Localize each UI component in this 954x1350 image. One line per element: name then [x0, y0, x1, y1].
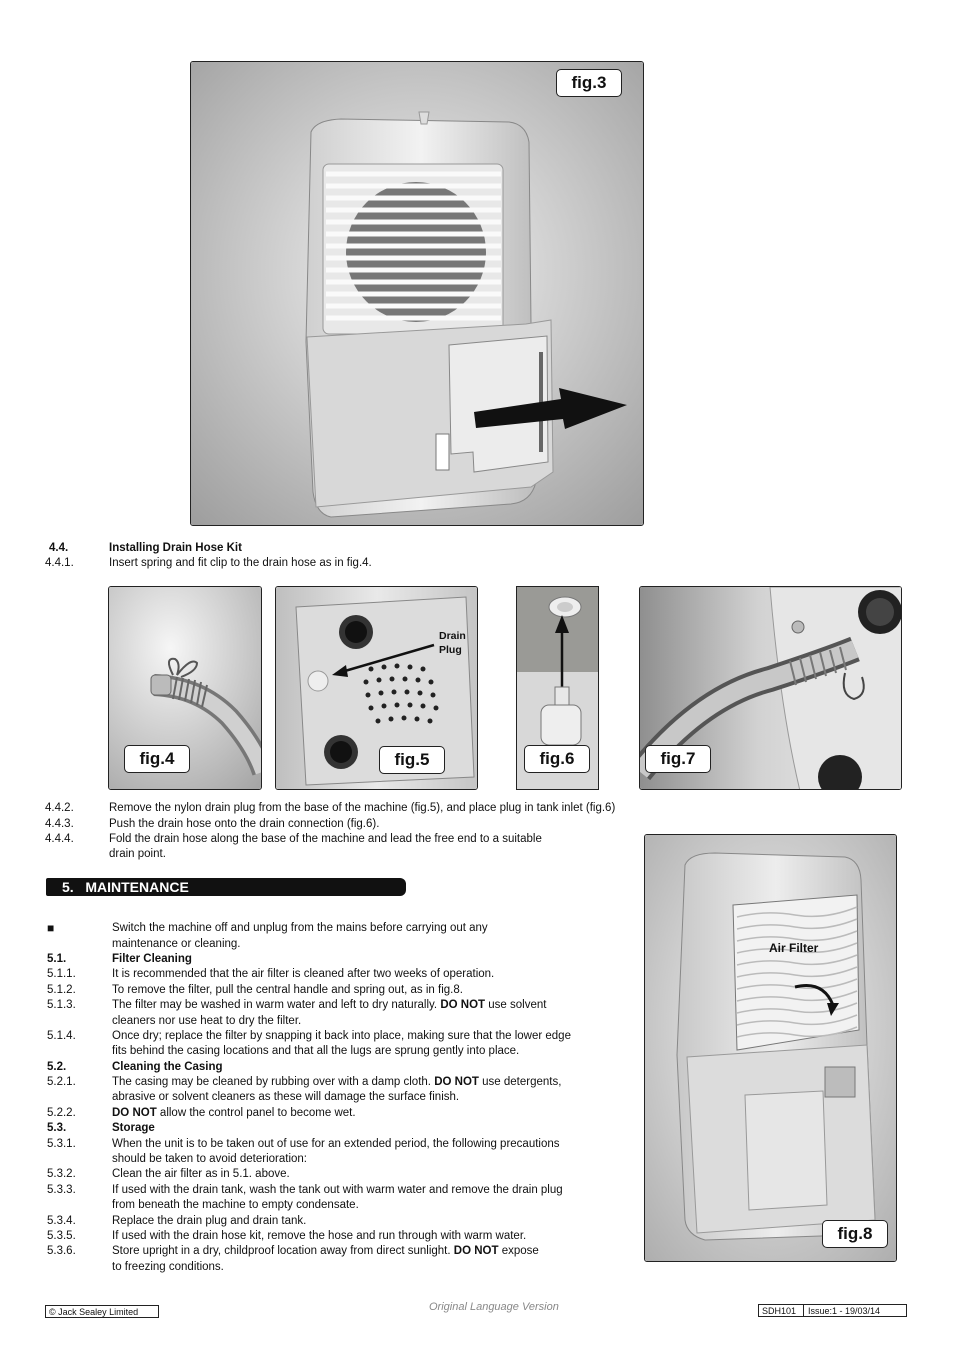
fig3-photo	[190, 61, 644, 526]
item-text	[112, 1244, 539, 1259]
section-number: 5.1.	[47, 953, 67, 965]
item-text-continued: should be taken to avoid deterioration:	[112, 1153, 307, 1165]
item-text: Once dry; replace the filter by snapping it back into place, making sure that the lower edge	[112, 1030, 571, 1042]
section-number: 5.2.	[47, 1061, 67, 1073]
warning-bullet: ■	[47, 921, 55, 935]
section-title: Filter Cleaning	[112, 953, 192, 965]
item-text: If used with the drain hose kit, remove the hose and run through with warm water.	[112, 1230, 527, 1242]
item-text: Replace the drain plug and drain tank.	[112, 1215, 307, 1227]
item-number: 5.1.1.	[47, 968, 76, 980]
item-number: 5.3.1.	[47, 1138, 76, 1150]
item-number: 4.4.1.	[45, 557, 74, 569]
issue-date: Issue:1 - 19/03/14	[808, 1306, 881, 1316]
item-number: 4.4.4.	[45, 833, 74, 845]
fig7-label: fig.7	[645, 745, 711, 773]
item-text-continued: cleaners nor use heat to dry the filter.	[112, 1015, 302, 1027]
section-number: 5.3.	[47, 1122, 67, 1134]
copyright-text: © Jack Sealey Limited	[49, 1307, 139, 1317]
item-text	[112, 998, 546, 1013]
item-text-part: The casing may be cleaned by rubbing over with a damp cloth.	[112, 1076, 435, 1088]
item-text-part: Store upright in a dry, childproof location away from direct sunlight.	[112, 1245, 454, 1257]
item-number: 5.2.2.	[47, 1107, 76, 1119]
item-text-continued: to freezing conditions.	[112, 1261, 224, 1273]
fig5-photo	[275, 586, 478, 790]
item-text-part: use solvent	[485, 999, 547, 1011]
item-text-part: The filter may be washed in warm water and left to dry naturally.	[112, 999, 441, 1011]
fig3-label: fig.3	[556, 69, 622, 97]
item-text: It is recommended that the air filter is cleaned after two weeks of operation.	[112, 968, 495, 980]
item-text: When the unit is to be taken out of use for an extended period, the following precautions	[112, 1138, 560, 1150]
footer-copyright	[45, 1305, 159, 1318]
model-number: SDH101	[762, 1306, 797, 1316]
item-text: To remove the filter, pull the central handle and spring out, as in fig.8.	[112, 984, 463, 996]
section-title: Storage	[112, 1122, 155, 1134]
item-text	[112, 1106, 356, 1121]
item-text: Push the drain hose onto the drain connection (fig.6).	[109, 818, 380, 830]
item-number: 5.1.3.	[47, 999, 76, 1011]
item-number: 5.1.2.	[47, 984, 76, 996]
item-text: If used with the drain tank, wash the tank out with warm water and remove the drain plug	[112, 1184, 563, 1196]
item-number: 5.3.3.	[47, 1184, 76, 1196]
item-text-part: use detergents,	[478, 1076, 562, 1088]
warning-emphasis: DO NOT	[453, 1245, 499, 1257]
fig8-label: fig.8	[822, 1220, 888, 1248]
drain-plug-callout-line1: Drain	[439, 630, 466, 642]
footer-version-note: Original Language Version	[429, 1301, 559, 1313]
footer-doc-info	[758, 1304, 907, 1317]
item-number: 5.3.4.	[47, 1215, 76, 1227]
section-number: 4.4.	[49, 542, 69, 554]
item-number: 5.2.1.	[47, 1076, 76, 1088]
item-text-continued: abrasive or solvent cleaners as these will damage the surface finish.	[112, 1091, 460, 1103]
maintenance-heading-bar	[46, 878, 406, 896]
machine-base-image	[276, 587, 478, 790]
item-text-part: allow the control panel to become wet.	[156, 1107, 356, 1119]
item-text-continued: from beneath the machine to empty condensate.	[112, 1199, 359, 1211]
item-number: 5.3.6.	[47, 1245, 76, 1257]
item-number: 4.4.2.	[45, 802, 74, 814]
item-text: Fold the drain hose along the base of the machine and lead the free end to a suitable	[109, 833, 542, 845]
warning-emphasis: DO NOT	[434, 1076, 479, 1088]
item-text-part: expose	[498, 1245, 539, 1257]
item-number: 5.1.4.	[47, 1030, 76, 1042]
fig6-label: fig.6	[524, 745, 590, 773]
item-number: 5.3.5.	[47, 1230, 76, 1242]
item-number: 5.3.2.	[47, 1168, 76, 1180]
item-text-continued: fits behind the casing locations and that all the lugs are sprung gently into place.	[112, 1045, 520, 1057]
footer-divider	[803, 1305, 804, 1317]
warning-text-continued: maintenance or cleaning.	[112, 938, 241, 950]
air-filter-callout: Air Filter	[769, 941, 819, 955]
warning-emphasis: DO NOT	[440, 999, 486, 1011]
item-text: Insert spring and fit clip to the drain hose as in fig.4.	[109, 557, 372, 569]
warning-text: Switch the machine off and unplug from the mains before carrying out any	[112, 922, 488, 934]
item-text: Remove the nylon drain plug from the base of the machine (fig.5), and place plug in tank inlet (fig.6)	[109, 802, 616, 814]
maintenance-heading: 5. MAINTENANCE	[62, 879, 189, 895]
fig5-label: fig.5	[379, 746, 445, 774]
item-text: Clean the air filter as in 5.1. above.	[112, 1168, 290, 1180]
dehumidifier-front-image	[191, 62, 644, 526]
warning-emphasis: DO NOT	[112, 1107, 157, 1119]
section-title: Installing Drain Hose Kit	[109, 542, 242, 554]
item-text-continued: drain point.	[109, 848, 166, 860]
drain-plug-callout	[439, 629, 466, 657]
fig4-label: fig.4	[124, 745, 190, 773]
drain-plug-callout-line2: Plug	[439, 644, 462, 656]
item-number: 4.4.3.	[45, 818, 74, 830]
item-text	[112, 1075, 561, 1090]
section-title: Cleaning the Casing	[112, 1061, 223, 1073]
